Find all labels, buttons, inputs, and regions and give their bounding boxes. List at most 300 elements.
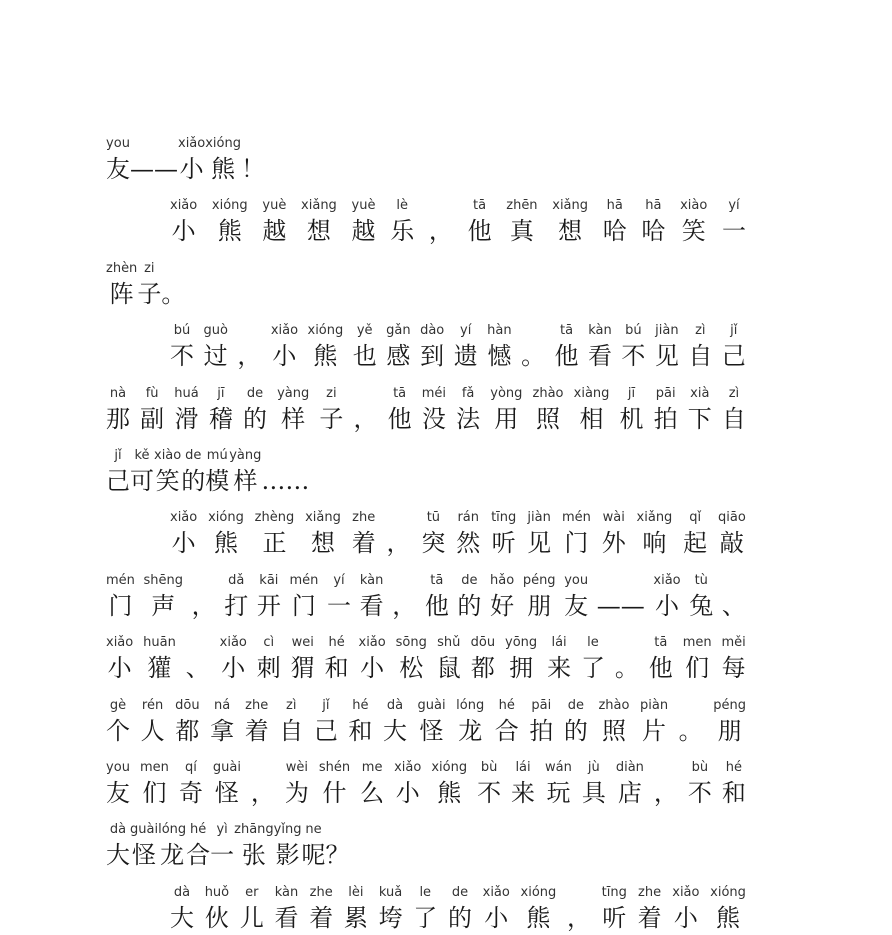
hanzi: 憾: [487, 342, 512, 371]
ruby-char: [654, 386, 678, 436]
pinyin: yí: [333, 572, 345, 588]
ruby-char: [301, 198, 337, 248]
pinyin: huān: [143, 635, 176, 651]
hanzi: 子: [137, 279, 162, 308]
pinyin: zhe: [352, 510, 376, 526]
pinyin: tā: [473, 198, 487, 214]
pinyin: xiàng: [573, 385, 610, 401]
ruby-char: [456, 386, 480, 436]
ruby-char: [143, 635, 176, 685]
hanzi: 稽: [208, 404, 233, 433]
pinyin: kàn: [274, 884, 299, 900]
pinyin: yì: [216, 822, 228, 838]
hanzi: 照: [601, 716, 626, 745]
ruby-char: [420, 323, 444, 373]
hanzi: 想: [310, 529, 335, 558]
pinyin: wèi: [285, 760, 309, 775]
ruby-char: [425, 573, 449, 623]
pinyin: jī: [627, 385, 636, 401]
ruby-char: [713, 698, 746, 748]
hanzi: 看: [587, 342, 612, 371]
ruby-char: [413, 885, 437, 935]
pinyin: xióng: [205, 136, 241, 151]
ruby-char: [140, 760, 169, 810]
ruby-char: [210, 822, 234, 872]
ruby-char: [305, 510, 341, 560]
pinyin: guài: [130, 822, 159, 838]
hanzi: 他: [467, 217, 492, 246]
hanzi: 用: [494, 404, 519, 433]
hanzi: 熊: [217, 217, 242, 246]
pinyin: dà: [173, 884, 191, 900]
pinyin: hé: [328, 635, 345, 651]
pinyin: xióng: [307, 323, 344, 339]
ruby-char: [359, 635, 386, 685]
hanzi: 没: [421, 404, 446, 433]
ruby-char: [279, 698, 303, 748]
hanzi: 玩: [546, 779, 571, 807]
hanzi: 店: [617, 779, 642, 807]
pinyin: yuè: [351, 198, 376, 214]
pinyin: shǔ: [437, 635, 461, 651]
ruby-char: [170, 198, 197, 248]
pinyin: you: [106, 760, 130, 775]
ruby-char: [722, 386, 746, 436]
ruby-char: [106, 822, 130, 872]
hanzi: 的: [563, 716, 588, 745]
hanzi: 和: [721, 779, 746, 807]
hanzi: 们: [685, 654, 710, 683]
hanzi: 小: [179, 155, 204, 183]
hanzi: 响: [642, 529, 667, 558]
pinyin: wei: [291, 635, 314, 651]
ruby-char: [588, 323, 612, 373]
hanzi: 小: [221, 654, 246, 683]
ruby-char: [620, 386, 644, 436]
hanzi: 着: [244, 716, 269, 745]
pinyin: shén: [318, 760, 351, 775]
hanzi: ，: [428, 217, 453, 246]
ruby-char: [495, 698, 519, 748]
hanzi: 累: [343, 903, 368, 932]
hanzi: 笑: [681, 217, 706, 246]
pinyin: kě: [134, 448, 150, 463]
hanzi: 一: [722, 217, 746, 246]
ruby-char: [505, 635, 537, 685]
ruby-char: [106, 448, 130, 498]
text-line: [170, 504, 746, 560]
ruby-char: [722, 635, 746, 685]
ruby-char: [582, 760, 606, 810]
ruby-char: [224, 573, 248, 623]
ruby-char: [325, 635, 349, 685]
ruby-char: [309, 885, 333, 935]
ruby-char: [348, 698, 372, 748]
text-line: [106, 567, 746, 623]
hanzi: 门: [564, 529, 589, 558]
ruby-char: [477, 760, 501, 810]
ruby-char: [598, 698, 629, 748]
hanzi: 模: [205, 467, 230, 495]
ruby-char: [212, 198, 248, 248]
ruby-char: [555, 323, 579, 373]
ruby-char: [710, 885, 746, 935]
hanzi: 打: [224, 591, 249, 620]
hanzi: 门: [108, 591, 133, 620]
ruby-char: [545, 760, 572, 810]
pinyin: xióng: [710, 884, 746, 900]
hanzi: ，: [392, 591, 417, 620]
punctuation: [237, 323, 261, 373]
hanzi: 松: [399, 654, 424, 683]
pinyin: de: [451, 884, 469, 900]
hanzi: ——: [130, 155, 178, 183]
ruby-char: [208, 510, 244, 560]
pinyin: xiǎng: [305, 510, 341, 526]
pinyin: tā: [393, 385, 407, 401]
pinyin: jù: [587, 760, 600, 775]
hanzi: 自: [721, 404, 746, 433]
ruby-char: [688, 386, 712, 436]
pinyin: dào: [420, 323, 445, 339]
hanzi: 来: [547, 654, 572, 683]
pinyin: yǐng: [273, 822, 302, 838]
hanzi: 熊: [716, 903, 741, 932]
pinyin: xiǎng: [552, 198, 589, 214]
pinyin: péng: [522, 572, 556, 588]
hanzi: 见: [654, 342, 679, 371]
ruby-char: [637, 510, 673, 560]
hanzi: 伙: [204, 903, 229, 932]
pinyin: bú: [625, 323, 642, 339]
ruby-char: [291, 635, 315, 685]
pinyin: jī: [217, 385, 225, 401]
pinyin: lèi: [348, 884, 364, 900]
pinyin: gǎn: [386, 323, 411, 339]
pinyin: xiǎng: [636, 510, 673, 526]
hanzi: 突: [421, 529, 446, 558]
hanzi: 为: [284, 779, 309, 807]
pinyin: yuè: [262, 198, 287, 214]
hanzi: 熊: [213, 529, 238, 558]
hanzi: 机: [619, 404, 644, 433]
punctuation: [654, 760, 678, 810]
pinyin: rán: [457, 510, 479, 526]
ruby-char: [285, 760, 309, 810]
ruby-char: [106, 698, 130, 748]
hanzi: 小: [655, 591, 679, 620]
hanzi: 怪: [132, 841, 157, 870]
hanzi: 熊: [437, 779, 462, 807]
punctuation: [615, 635, 639, 685]
pinyin: xiǎo: [178, 136, 206, 151]
pinyin: hàn: [487, 323, 512, 339]
ruby-char: [616, 760, 644, 810]
hanzi: 真: [509, 217, 534, 246]
ruby-char: [641, 198, 665, 248]
pinyin: de: [246, 385, 264, 401]
pinyin: lái: [551, 635, 567, 651]
pinyin: zhe: [245, 697, 269, 713]
pinyin: zì: [728, 385, 740, 401]
hanzi: ，: [566, 903, 591, 932]
hanzi: 小: [171, 217, 196, 246]
ruby-char: [186, 822, 210, 872]
pinyin: tū: [426, 510, 441, 526]
pinyin: lóng: [158, 822, 187, 838]
pinyin: qí: [184, 760, 197, 775]
hanzi: 不: [687, 779, 712, 807]
hanzi: 大: [170, 903, 194, 932]
punctuation: [679, 698, 703, 748]
ruby-char: [181, 448, 205, 498]
ruby-char: [178, 136, 205, 186]
pinyin: pāi: [531, 697, 552, 713]
pinyin: hǎo: [490, 572, 515, 588]
ruby-char: [352, 198, 376, 248]
ruby-char: [448, 885, 472, 935]
pinyin: lái: [515, 760, 531, 775]
punctuation: [130, 136, 178, 186]
punctuation: [192, 573, 216, 623]
ruby-char: [210, 698, 234, 748]
hanzi: 朋: [527, 591, 552, 620]
ruby-char: [170, 885, 194, 935]
pinyin: de: [185, 448, 202, 463]
hanzi: 友: [106, 155, 130, 183]
pinyin: tīng: [491, 510, 517, 526]
text-line: [106, 754, 746, 810]
ruby-char: [552, 198, 588, 248]
hanzi: 奇: [178, 779, 203, 807]
ruby-char: [257, 573, 281, 623]
ruby-char: [130, 448, 154, 498]
ruby-char: [154, 448, 181, 498]
pinyin: zhào: [532, 385, 564, 401]
hanzi: 他: [648, 654, 673, 683]
pinyin: yí: [460, 323, 472, 339]
hanzi: ——: [596, 591, 645, 620]
hanzi: 自: [688, 342, 713, 371]
ruby-char: [396, 635, 427, 685]
ruby-char: [468, 198, 492, 248]
pinyin: xiǎo: [394, 760, 422, 775]
ruby-char: [564, 698, 588, 748]
hanzi: 大: [382, 716, 407, 745]
pinyin: mén: [289, 572, 319, 588]
hanzi: 怪: [419, 716, 444, 745]
ruby-char: [213, 760, 241, 810]
pinyin: gè: [109, 697, 127, 713]
pinyin: guài: [212, 760, 241, 775]
pinyin: rén: [141, 697, 164, 713]
hanzi: 一: [326, 591, 351, 620]
text-line: [106, 692, 746, 748]
text-line: [170, 192, 746, 248]
ruby-char: [454, 323, 478, 373]
pinyin: dōu: [470, 635, 496, 651]
hanzi: 正: [262, 529, 287, 558]
hanzi: 样: [281, 404, 306, 433]
ruby-char: [379, 885, 403, 935]
ruby-char: [388, 386, 412, 436]
ruby-char: [581, 635, 605, 685]
hanzi: 的: [181, 467, 206, 495]
punctuation: [251, 760, 275, 810]
pinyin: dà: [386, 697, 404, 713]
pinyin: hé: [190, 822, 207, 838]
ruby-char: [640, 698, 668, 748]
hanzi: 具: [581, 779, 606, 807]
punctuation: [387, 510, 411, 560]
ruby-char: [106, 386, 130, 436]
pinyin: cì: [263, 635, 275, 651]
hanzi: 乐: [390, 217, 415, 246]
ruby-char: [220, 635, 247, 685]
hanzi: 法: [456, 404, 481, 433]
ruby-char: [137, 261, 161, 311]
ruby-char: [289, 573, 318, 623]
hanzi: 己: [313, 716, 338, 745]
hanzi: 到: [420, 342, 445, 371]
pinyin: hé: [725, 760, 742, 775]
hanzi: 呢: [301, 841, 326, 870]
pinyin: diàn: [615, 760, 644, 775]
ruby-char: [649, 635, 673, 685]
pinyin: xiǎo: [270, 323, 299, 339]
pinyin: le: [587, 635, 599, 651]
pinyin: xiǎo: [170, 510, 198, 526]
hanzi: 可: [130, 467, 154, 495]
hanzi: 越: [262, 217, 287, 246]
hanzi: 好: [490, 591, 515, 620]
pinyin: zhāng: [234, 822, 274, 838]
hanzi: 着: [351, 529, 376, 558]
hanzi: 听: [491, 529, 516, 558]
pinyin: kàn: [588, 323, 612, 339]
punctuation: [186, 635, 210, 685]
hanzi: 拥: [509, 654, 534, 683]
hanzi: 想: [306, 217, 331, 246]
pinyin: qiāo: [718, 510, 746, 526]
pinyin: wán: [545, 760, 572, 775]
hanzi: 合: [494, 716, 519, 745]
hanzi: 刺: [256, 654, 281, 683]
pinyin: xiǎo: [653, 572, 681, 588]
pinyin: yě: [356, 323, 373, 339]
ruby-char: [352, 510, 376, 560]
hanzi: 都: [175, 716, 200, 745]
hanzi: 兔: [689, 591, 714, 620]
hanzi: 片: [642, 716, 667, 745]
pinyin: ne: [305, 822, 322, 838]
pinyin: yōng: [505, 635, 538, 651]
ruby-char: [523, 573, 556, 623]
pinyin: xià: [690, 385, 710, 401]
hanzi: ，: [353, 404, 378, 433]
ruby-char: [680, 198, 707, 248]
punctuation: [567, 885, 591, 935]
hanzi: 开: [256, 591, 281, 620]
hanzi: 都: [470, 654, 495, 683]
hanzi: 的: [242, 404, 267, 433]
ruby-char: [529, 698, 553, 748]
ruby-char: [140, 386, 164, 436]
hanzi: 副: [140, 404, 165, 433]
ruby-char: [360, 760, 384, 810]
ruby-char: [240, 885, 264, 935]
hanzi: ！: [240, 155, 265, 183]
ruby-char: [688, 323, 712, 373]
ruby-char: [456, 510, 480, 560]
pinyin: mú: [206, 448, 228, 463]
ruby-char: [722, 323, 746, 373]
hanzi: 鼠: [436, 654, 461, 683]
pinyin: wài: [602, 510, 625, 526]
hanzi: 相: [579, 404, 604, 433]
hanzi: ，: [237, 342, 262, 371]
hanzi: 门: [291, 591, 316, 620]
punctuation: [429, 198, 453, 248]
hanzi: 不: [621, 342, 646, 371]
ruby-char: [621, 323, 645, 373]
pinyin: zhèng: [254, 510, 295, 526]
ruby-char: [301, 822, 325, 872]
pinyin: xiǎo: [106, 635, 134, 651]
ruby-char: [209, 386, 233, 436]
pinyin: péng: [713, 697, 746, 713]
hanzi: 己: [721, 342, 746, 371]
hanzi: 着: [309, 903, 334, 932]
hanzi: 獾: [147, 654, 172, 683]
hanzi: 、: [185, 654, 210, 683]
pinyin: you: [106, 136, 130, 151]
hanzi: 熊: [211, 155, 236, 183]
ruby-char: [106, 136, 130, 186]
pinyin: xióng: [211, 198, 248, 214]
ruby-char: [319, 760, 350, 810]
pinyin: qǐ: [689, 510, 702, 526]
hanzi: 起: [683, 529, 708, 558]
pinyin: bú: [173, 323, 191, 339]
ruby-char: [483, 885, 510, 935]
ruby-char: [718, 510, 746, 560]
ruby-char: [418, 698, 446, 748]
ruby-char: [655, 323, 679, 373]
hanzi: 滑: [174, 404, 199, 433]
hanzi: 不: [477, 779, 502, 807]
pinyin: dōu: [175, 697, 200, 713]
ruby-char: [653, 573, 680, 623]
hanzi: 龙: [458, 716, 483, 745]
pinyin: yàng: [277, 385, 310, 401]
text-line: [106, 629, 746, 685]
pinyin: zhe: [638, 884, 662, 900]
pinyin: hé: [498, 697, 515, 713]
pinyin: sōng: [395, 635, 427, 651]
hanzi: 外: [601, 529, 626, 558]
hanzi: 。: [614, 654, 639, 683]
hanzi: ……: [261, 467, 310, 495]
hanzi: 哈: [641, 217, 666, 246]
ruby-char: [506, 198, 537, 248]
hanzi: 样: [233, 467, 258, 495]
pinyin: huá: [174, 385, 199, 401]
punctuation: [325, 822, 349, 872]
pinyin: xióng: [431, 760, 468, 775]
hanzi: 小: [395, 779, 420, 807]
pinyin: men: [682, 635, 712, 651]
